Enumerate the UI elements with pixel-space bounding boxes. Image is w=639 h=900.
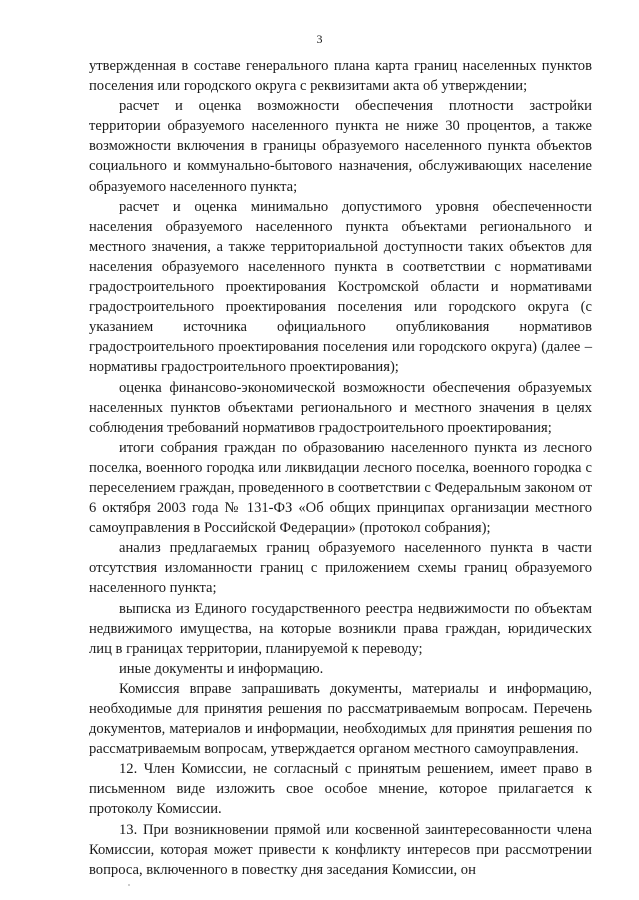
document-body bbox=[89, 56, 592, 880]
page-number: 3 bbox=[316, 32, 323, 46]
paragraph-registry-extract: выписка из Единого государственного реестра недвижимости по объектам недвижимого имущества, на которые возникли права граждан, юридических лиц в границах территории, планируемой к переводу; bbox=[89, 600, 592, 657]
scan-artifact-dot bbox=[128, 884, 130, 886]
paragraph-other-documents: иные документы и информацию. bbox=[119, 660, 324, 677]
paragraph-approved-boundary-map: утвержденная в составе генерального плана карта границ населенных пунктов поселения или городского округа с реквизитами акта об утверждении; bbox=[89, 58, 592, 95]
paragraph-building-density-assessment: расчет и оценка возможности обеспечения плотности застройки территории образуемого населенного пункта не ниже 30 процентов, а также возможности включения в границы образуемого населенного пункта объектов социального и коммунально-бытового назначения, обслуживающих население образуемого населенного пункта; bbox=[89, 98, 592, 195]
paragraph-boundary-analysis: анализ предлагаемых границ образуемого населенного пункта в части отсутствия изломанности границ с приложением схемы границ образуемого населенного пункта; bbox=[89, 540, 592, 597]
paragraph-item-13-conflict-of-interest: 13. При возникновении прямой или косвенной заинтересованности члена Комиссии, которая может привести к конфликту интересов при рассмотрении вопроса, включенного в повестку дня заседания Комиссии, он bbox=[89, 821, 592, 878]
paragraph-financial-assessment: оценка финансово-экономической возможности обеспечения образуемых населенных пунктов объектами регионального и местного значения в целях соблюдения требований нормативов градостроительного проектирования; bbox=[89, 379, 592, 436]
paragraph-citizens-meeting-results: итоги собрания граждан по образованию населенного пункта из лесного поселка, военного городка или ликвидации лесного поселка, военного городка с переселением граждан, проведенного в соответствии с Федеральным законом от 6 октября 2003 года № 131-ФЗ «Об общих принципах организации местного самоуправления в Российской Федерации» (протокол собрания); bbox=[89, 439, 592, 537]
paragraph-item-12-dissenting-opinion: 12. Член Комиссии, не согласный с принятым решением, имеет право в письменном виде изложить свое особое мнение, которое прилагается к протоколу Комиссии. bbox=[89, 761, 592, 818]
paragraph-commission-requests: Комиссия вправе запрашивать документы, материалы и информацию, необходимые для принятия решения по рассматриваемым вопросам. Перечень документов, материалов и информации, необходимых для принятия решения по рассматриваемым вопросам, утверждается органом местного самоуправления. bbox=[89, 680, 592, 758]
paragraph-provision-level-assessment: расчет и оценка минимально допустимого уровня обеспеченности населения образуемого населенного пункта объектами регионального и местного значения, а также территориальной доступности таких объектов для населения образуемого населенного пункта в соответствии с нормативами градостроительного проектирования Костромской области и нормативами градостроительного проектирования поселения или городского округа (с указанием источника официального опубликования нормативов градостроительного проектирования поселения или городского округа) (далее – нормативы градостроительного проектирования); bbox=[89, 198, 592, 376]
